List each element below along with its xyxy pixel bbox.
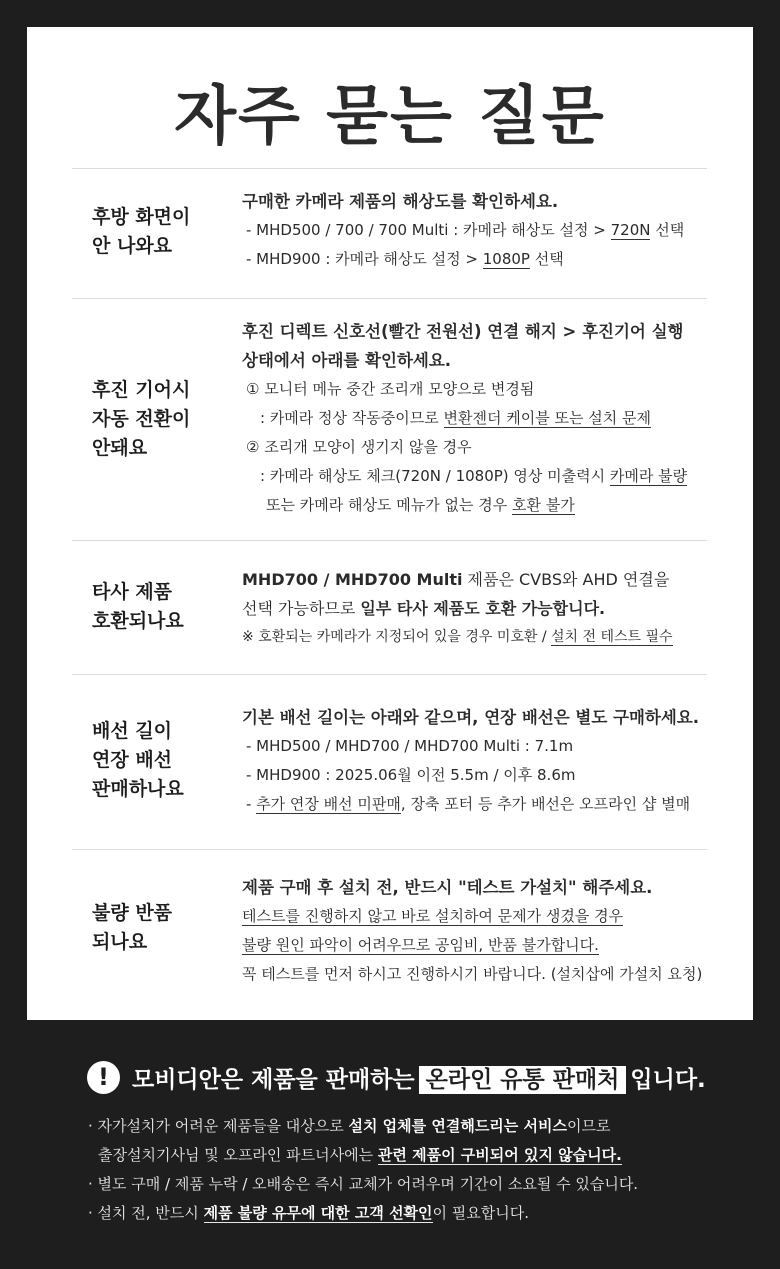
faq-answer-1 [242, 187, 684, 274]
notice-title: 모비디안은 제품을 판매하는 온라인 유통 판매처 입니다. [132, 1066, 706, 1093]
answer-line: MHD700 / MHD700 Multi 제품은 CVBS와 AHD 연결을 [242, 570, 670, 589]
notice-item: 출장설치기사님 및 오프라인 파트너사에는 관련 제품이 구비되어 있지 않습니다. [98, 1146, 622, 1164]
divider [72, 168, 707, 169]
faq-card [27, 27, 753, 1020]
question-line: 후방 화면이 [92, 206, 191, 228]
question-line: 안 나와요 [92, 235, 173, 257]
question-line: 타사 제품 [92, 581, 173, 603]
faq-question-4 [92, 717, 184, 804]
notice-item: · 설치 전, 반드시 제품 불량 유무에 대한 고객 선확인이 필요합니다. [88, 1204, 530, 1222]
question-line: 호환되나요 [92, 610, 184, 632]
notice-header [87, 1058, 747, 1096]
answer-line: 선택 가능하므로 일부 타사 제품도 호환 가능합니다. [242, 599, 606, 618]
answer-line: - MHD500 / MHD700 / MHD700 Multi : 7.1m [246, 737, 574, 755]
question-line: 되나요 [92, 931, 148, 953]
page-title: 자주 묻는 질문 [174, 80, 606, 154]
faq-answer-2 [242, 317, 687, 520]
divider [72, 540, 707, 541]
answer-note: ※ 호환되는 카메라가 지정되어 있을 경우 미호환 / 설치 전 테스트 필수 [242, 629, 673, 645]
answer-line: : 카메라 정상 작동중이므로 변환젠더 케이블 또는 설치 문제 [260, 409, 651, 427]
answer-line: : 카메라 해상도 체크(720N / 1080P) 영상 미출력시 카메라 불량 [260, 467, 688, 485]
answer-lead: 구매한 카메라 제품의 해상도를 확인하세요. [242, 192, 559, 211]
answer-line: 또는 카메라 해상도 메뉴가 없는 경우 호환 불가 [266, 496, 575, 514]
faq-question-1 [92, 203, 190, 261]
faq-question-5 [92, 899, 172, 957]
faq-question-3 [92, 578, 184, 636]
answer-line: 테스트를 진행하지 않고 바로 설치하여 문제가 생겼을 경우 [242, 907, 624, 925]
question-line: 안돼요 [92, 437, 148, 459]
answer-line: - MHD500 / 700 / 700 Multi : 카메라 해상도 설정 > 720N 선택 [246, 221, 685, 239]
question-line: 불량 반품 [92, 902, 173, 924]
divider [72, 298, 707, 299]
answer-line: ① 모니터 메뉴 중간 조리개 모양으로 변경됨 [246, 380, 535, 398]
faq-question-2 [92, 376, 190, 463]
notice-highlight: 온라인 유통 판매처 [419, 1066, 627, 1094]
notice-item: · 자가설치가 어려운 제품들을 대상으로 설치 업체를 연결해드리는 서비스이므로 [88, 1117, 611, 1135]
answer-lead: 기본 배선 길이는 아래와 같으며, 연장 배선은 별도 구매하세요. [242, 708, 699, 727]
answer-line: - MHD900 : 2025.06월 이전 5.5m / 이후 8.6m [246, 766, 576, 784]
answer-lead: 제품 구매 후 설치 전, 반드시 "테스트 가설치" 해주세요. [242, 878, 653, 897]
answer-lead: 상태에서 아래를 확인하세요. [242, 351, 452, 370]
faq-answer-5 [242, 873, 702, 989]
question-line: 자동 전환이 [92, 408, 191, 430]
divider [72, 849, 707, 850]
divider [72, 674, 707, 675]
answer-line: ② 조리개 모양이 생기지 않을 경우 [246, 438, 472, 456]
question-line: 연장 배선 [92, 749, 173, 771]
answer-line: 불량 원인 파악이 어려우므로 공임비, 반품 불가합니다. [242, 936, 599, 954]
exclamation-icon: ! [87, 1061, 120, 1094]
notice-item: · 별도 구매 / 제품 누락 / 오배송은 즉시 교체가 어려우며 기간이 소요될 수 있습니다. [88, 1175, 639, 1193]
answer-line: - 추가 연장 배선 미판매, 장축 포터 등 추가 배선은 오프라인 샵 별매 [246, 795, 691, 813]
question-line: 후진 기어시 [92, 379, 191, 401]
answer-lead: 후진 디렉트 신호선(빨간 전원선) 연결 해지 > 후진기어 실행 [242, 322, 684, 341]
faq-answer-4 [242, 703, 699, 819]
notice-list [88, 1112, 638, 1228]
answer-line: - MHD900 : 카메라 해상도 설정 > 1080P 선택 [246, 250, 564, 268]
faq-answer-3 [242, 565, 673, 652]
question-line: 판매하나요 [92, 778, 184, 800]
answer-line: 꼭 테스트를 먼저 하시고 진행하시기 바랍니다. (설치삽에 가설치 요청) [242, 965, 703, 983]
question-line: 배선 길이 [92, 720, 173, 742]
